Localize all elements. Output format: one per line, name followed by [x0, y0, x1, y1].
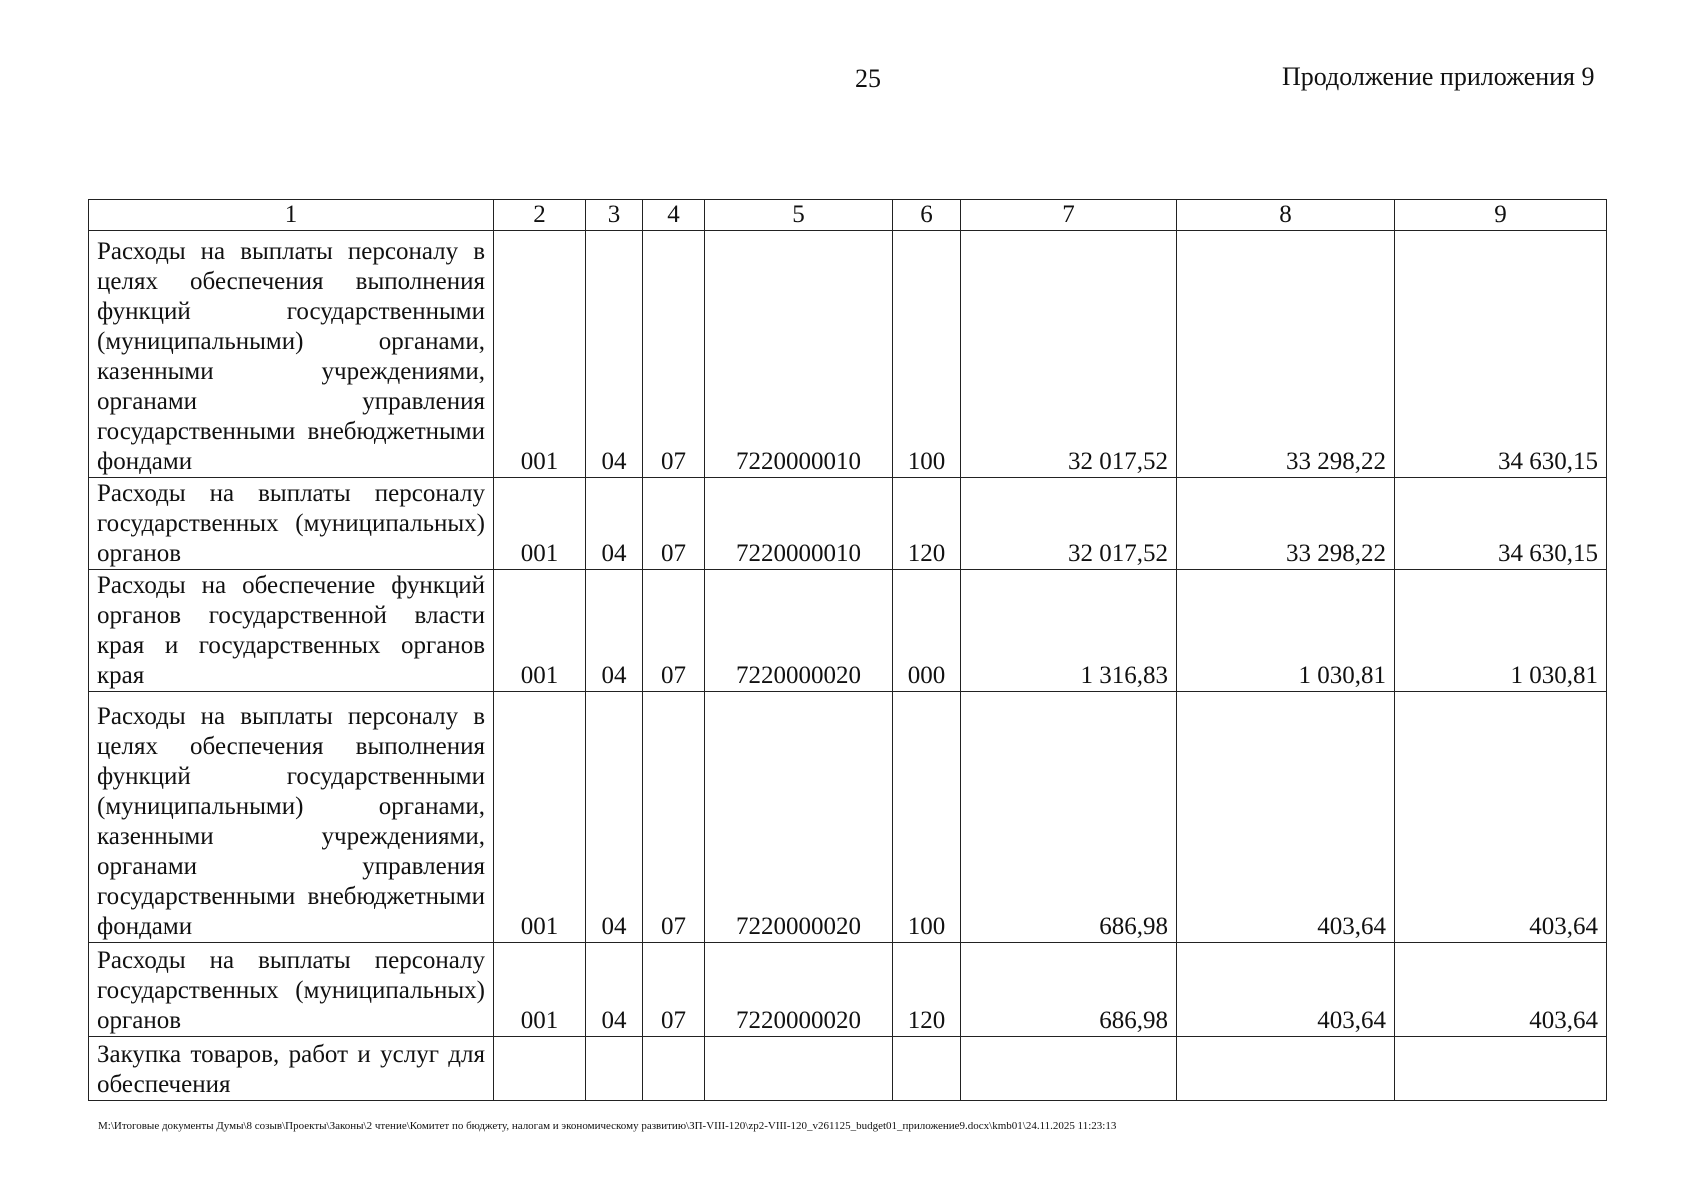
amount-year-3: 403,64 [1395, 692, 1607, 943]
ministry-code [494, 1037, 586, 1101]
subsection-code: 07 [643, 231, 705, 478]
column-header: 7 [961, 200, 1177, 231]
table-row [89, 231, 1607, 478]
expense-description: Закупка товаров, работ и услуг для обеспечения [89, 1037, 494, 1101]
amount-year-3: 34 630,15 [1395, 231, 1607, 478]
page-number: 25 [855, 64, 881, 93]
column-header: 3 [586, 200, 643, 231]
appendix-continuation-label: Продолжение приложения 9 [1282, 62, 1595, 91]
amount-year-2: 33 298,22 [1177, 231, 1395, 478]
amount-year-1: 32 017,52 [961, 231, 1177, 478]
amount-year-3: 1 030,81 [1395, 570, 1607, 692]
subsection-code [643, 1037, 705, 1101]
subsection-code: 07 [643, 570, 705, 692]
table-row [89, 478, 1607, 570]
amount-year-1 [961, 1037, 1177, 1101]
amount-year-3 [1395, 1037, 1607, 1101]
ministry-code: 001 [494, 943, 586, 1037]
section-code: 04 [586, 943, 643, 1037]
ministry-code: 001 [494, 231, 586, 478]
target-article-code: 7220000010 [705, 231, 893, 478]
amount-year-3: 34 630,15 [1395, 478, 1607, 570]
subsection-code: 07 [643, 943, 705, 1037]
expense-type-code: 120 [893, 478, 961, 570]
target-article-code [705, 1037, 893, 1101]
table-header-row [89, 200, 1607, 231]
amount-year-1: 32 017,52 [961, 478, 1177, 570]
subsection-code: 07 [643, 692, 705, 943]
expense-type-code: 120 [893, 943, 961, 1037]
budget-table [88, 199, 1607, 1101]
amount-year-2: 403,64 [1177, 692, 1395, 943]
section-code: 04 [586, 478, 643, 570]
column-header: 1 [89, 200, 494, 231]
section-code: 04 [586, 692, 643, 943]
column-header: 2 [494, 200, 586, 231]
target-article-code: 7220000020 [705, 943, 893, 1037]
table-row [89, 1037, 1607, 1101]
expense-type-code: 000 [893, 570, 961, 692]
expense-description: Расходы на выплаты персоналу государственных (муниципальных) органов [89, 943, 494, 1037]
column-header: 5 [705, 200, 893, 231]
subsection-code: 07 [643, 478, 705, 570]
table-row [89, 570, 1607, 692]
section-code: 04 [586, 570, 643, 692]
amount-year-2 [1177, 1037, 1395, 1101]
expense-type-code [893, 1037, 961, 1101]
column-header: 6 [893, 200, 961, 231]
ministry-code: 001 [494, 692, 586, 943]
amount-year-1: 686,98 [961, 943, 1177, 1037]
section-code: 04 [586, 231, 643, 478]
expense-type-code: 100 [893, 692, 961, 943]
document-file-path: M:\Итоговые документы Думы\8 созыв\Проекты\Законы\2 чтение\Комитет по бюджету, налогам и экономическому развитию\ЗП-VIII-120\zp2-VIII-120_v261125_budget01_приложение9.docx\kmb01\24.11.2025 11:23:13 [98, 1120, 1117, 1132]
ministry-code: 001 [494, 478, 586, 570]
target-article-code: 7220000020 [705, 570, 893, 692]
column-header: 9 [1395, 200, 1607, 231]
target-article-code: 7220000020 [705, 692, 893, 943]
expense-description: Расходы на выплаты персоналу в целях обеспечения выполнения функций государственными (муниципальными) органами, казенными учреждениями, органами управления государственными внебюджетными фондами [89, 692, 494, 943]
amount-year-2: 403,64 [1177, 943, 1395, 1037]
amount-year-3: 403,64 [1395, 943, 1607, 1037]
ministry-code: 001 [494, 570, 586, 692]
expense-description: Расходы на выплаты персоналу государственных (муниципальных) органов [89, 478, 494, 570]
expense-type-code: 100 [893, 231, 961, 478]
amount-year-2: 33 298,22 [1177, 478, 1395, 570]
table-row [89, 692, 1607, 943]
amount-year-2: 1 030,81 [1177, 570, 1395, 692]
column-header: 8 [1177, 200, 1395, 231]
table-row [89, 943, 1607, 1037]
expense-description: Расходы на обеспечение функций органов государственной власти края и государственных органов края [89, 570, 494, 692]
target-article-code: 7220000010 [705, 478, 893, 570]
column-header: 4 [643, 200, 705, 231]
expense-description: Расходы на выплаты персоналу в целях обеспечения выполнения функций государственными (муниципальными) органами, казенными учреждениями, органами управления государственными внебюджетными фондами [89, 231, 494, 478]
section-code [586, 1037, 643, 1101]
amount-year-1: 1 316,83 [961, 570, 1177, 692]
amount-year-1: 686,98 [961, 692, 1177, 943]
